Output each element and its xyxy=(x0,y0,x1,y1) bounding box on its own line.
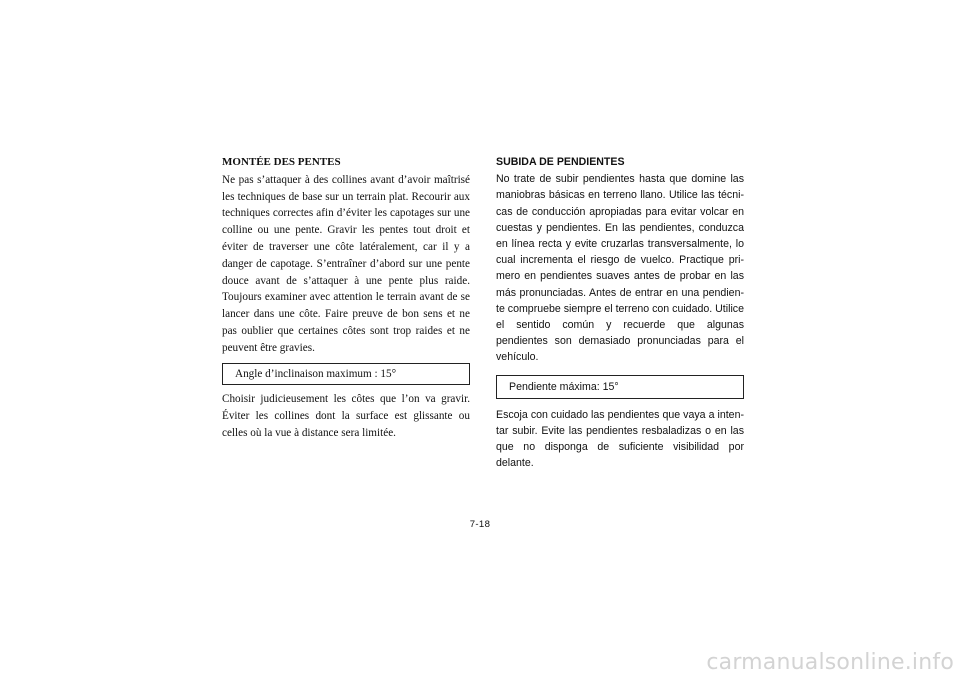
french-max-angle-box: Angle d’inclinaison maximum : 15° xyxy=(222,363,470,386)
french-column xyxy=(222,154,470,442)
french-heading: MONTÉE DES PENTES xyxy=(222,156,341,168)
spanish-paragraph-2: Escoja con cuidado las pendientes que vaya a intentar subir. Evite las pendientes resbaladizas o en las que no disponga de suficiente visibilidad por delante. xyxy=(496,408,744,470)
page-number: 7-18 xyxy=(469,519,491,530)
spanish-paragraph-1: No trate de subir pendientes hasta que domine las maniobras básicas en terreno llano. Utilice las técnicas de conducción apropiadas para evitar volcar en cuestas y pendientes. En las pendientes, conduzca en línea recta y evite cruzarlas transversalmente, lo cual incrementa el riesgo de vuelco. Practique primero en pendientes suaves antes de probar en las más pronunciadas. Antes de entrar en una pendiente compruebe siempre el terreno con cuidado. Utilice el sentido común y recuerde que algunas pendientes son demasiado pronunciadas para el vehículo. xyxy=(496,173,744,364)
spanish-heading: SUBIDA DE PENDIENTES xyxy=(496,156,625,168)
spanish-column xyxy=(496,154,744,472)
spanish-max-angle-box: Pendiente máxima: 15° xyxy=(496,375,744,399)
site-watermark: carmanualsonline.info xyxy=(706,650,954,675)
french-paragraph-2: Choisir judicieusement les côtes que l’on va gravir. Éviter les collines dont la surface est glissante ou celles où la vue à distance sera limitée. xyxy=(222,393,470,439)
french-paragraph-1: Ne pas s’attaquer à des collines avant d’avoir maîtrisé les techniques de base sur un terrain plat. Recourir aux techniques correctes afin d’éviter les capotages sur une colline ou une pente. Gravir les pentes tout droit et éviter de traverser une côte latéralement, car il y a danger de capotage. S’entraîner d’abord sur une pente douce avant de s’attaquer à une pente plus raide. Toujours examiner avec attention le terrain avant de se lancer dans une côte. Faire preuve de bon sens et ne pas oublier que certaines côtes sont trop raides et ne peuvent être gravies. xyxy=(222,173,470,354)
